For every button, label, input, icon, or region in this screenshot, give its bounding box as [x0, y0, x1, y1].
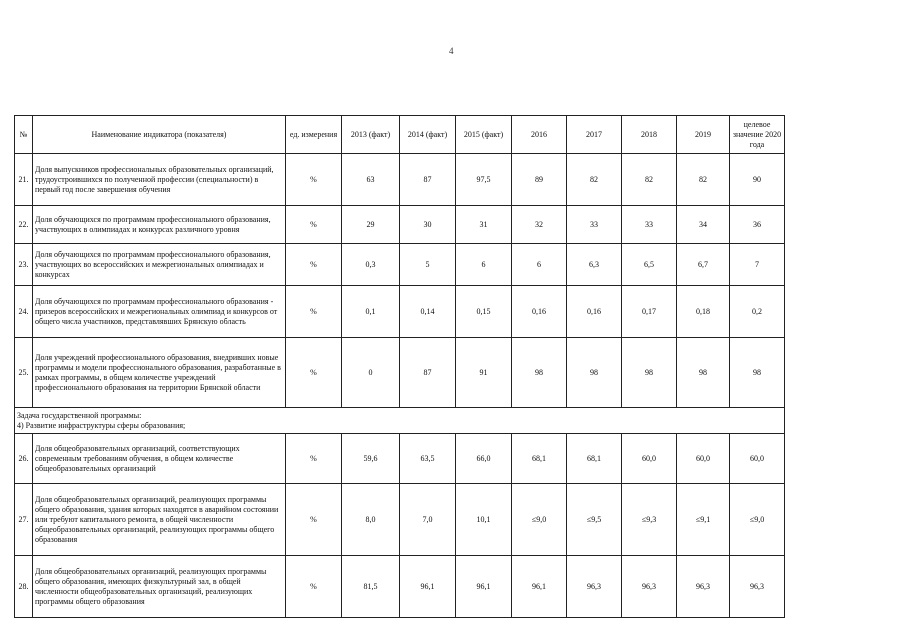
indicators-table [14, 115, 785, 618]
indicator-value: 96,1 [456, 556, 512, 618]
indicator-value: 87 [400, 154, 456, 206]
indicator-value: 60,0 [677, 434, 730, 484]
header-2013: 2013 (факт) [342, 116, 400, 154]
header-target: целевое значение 2020 года [730, 116, 785, 154]
table-row [15, 338, 785, 408]
indicator-value: 82 [622, 154, 677, 206]
indicator-value: ≤9,1 [677, 484, 730, 556]
table-row [15, 434, 785, 484]
indicator-value: 8,0 [342, 484, 400, 556]
indicator-value: 63 [342, 154, 400, 206]
indicator-value: ≤9,0 [730, 484, 785, 556]
indicator-unit: % [286, 206, 342, 244]
table-body-a [15, 154, 785, 408]
indicator-value: 96,1 [400, 556, 456, 618]
indicator-unit: % [286, 484, 342, 556]
indicator-value: 98 [677, 338, 730, 408]
indicator-value: 31 [456, 206, 512, 244]
indicator-unit: % [286, 434, 342, 484]
indicator-value: ≤9,5 [567, 484, 622, 556]
indicator-value: ≤9,0 [512, 484, 567, 556]
indicator-value: 0,16 [512, 286, 567, 338]
header-name: Наименование индикатора (показателя) [33, 116, 286, 154]
indicator-value: 7,0 [400, 484, 456, 556]
task-title: Задача государственной программы: [17, 410, 142, 420]
indicator-value: 97,5 [456, 154, 512, 206]
indicator-value: 6,7 [677, 244, 730, 286]
indicator-name: Доля обучающихся по программам профессионального образования, участвующих в олимпиадах и конкурсах различного уровня [33, 206, 286, 244]
indicator-value: 34 [677, 206, 730, 244]
indicator-value: 0,2 [730, 286, 785, 338]
indicator-value: 0,16 [567, 286, 622, 338]
header-2019: 2019 [677, 116, 730, 154]
indicator-value: 6,5 [622, 244, 677, 286]
task-section [15, 408, 785, 434]
indicator-value: 68,1 [512, 434, 567, 484]
header-2018: 2018 [622, 116, 677, 154]
header-2015: 2015 (факт) [456, 116, 512, 154]
indicator-unit: % [286, 154, 342, 206]
task-row [15, 408, 785, 434]
indicator-value: 0 [342, 338, 400, 408]
indicator-value: 33 [567, 206, 622, 244]
table-row [15, 244, 785, 286]
indicator-value: 6 [456, 244, 512, 286]
header-num: № [15, 116, 33, 154]
table-header-row [15, 116, 785, 154]
indicator-value: 0,1 [342, 286, 400, 338]
indicator-value: 5 [400, 244, 456, 286]
indicator-value: 98 [567, 338, 622, 408]
indicator-name: Доля общеобразовательных организаций, соответствующих современным требованиям обучения, в общем количестве общеобразовательных организаций [33, 434, 286, 484]
table-row [15, 556, 785, 618]
indicator-value: 98 [622, 338, 677, 408]
indicator-value: 36 [730, 206, 785, 244]
task-item: 4) Развитие инфраструктуры сферы образования; [17, 420, 186, 430]
indicator-value: 60,0 [622, 434, 677, 484]
indicator-value: 96,1 [512, 556, 567, 618]
task-cell [15, 408, 785, 434]
indicator-name: Доля общеобразовательных организаций, реализующих программы общего образования, здания которых находятся в аварийном состоянии или требуют капитального ремонта, в общей численности общеобразовательных организаций, реализующих программы общего образования [33, 484, 286, 556]
indicator-value: 81,5 [342, 556, 400, 618]
indicator-value: 6 [512, 244, 567, 286]
header-2014: 2014 (факт) [400, 116, 456, 154]
indicator-value: 0,3 [342, 244, 400, 286]
header-2017: 2017 [567, 116, 622, 154]
indicator-value: 68,1 [567, 434, 622, 484]
indicator-value: 0,14 [400, 286, 456, 338]
indicator-value: 0,15 [456, 286, 512, 338]
indicator-value: ≤9,3 [622, 484, 677, 556]
indicator-value: 7 [730, 244, 785, 286]
indicator-value: 82 [677, 154, 730, 206]
indicator-value: 0,17 [622, 286, 677, 338]
row-number: 22. [15, 206, 33, 244]
indicator-value: 96,3 [567, 556, 622, 618]
row-number: 28. [15, 556, 33, 618]
indicator-unit: % [286, 556, 342, 618]
row-number: 25. [15, 338, 33, 408]
row-number: 21. [15, 154, 33, 206]
indicator-name: Доля учреждений профессионального образования, внедривших новые программы и модели профессионального образования, разработанные в рамках программы, в общем количестве учреждений профессионального образования на территории Брянской области [33, 338, 286, 408]
indicator-name: Доля обучающихся по программам профессионального образования, участвующих во всероссийских и межрегиональных олимпиадах и конкурсах [33, 244, 286, 286]
table-row [15, 286, 785, 338]
row-number: 27. [15, 484, 33, 556]
indicator-unit: % [286, 338, 342, 408]
indicator-value: 82 [567, 154, 622, 206]
indicator-value: 66,0 [456, 434, 512, 484]
indicator-value: 96,3 [622, 556, 677, 618]
indicator-value: 6,3 [567, 244, 622, 286]
table-row [15, 206, 785, 244]
indicator-name: Доля выпускников профессиональных образовательных организаций, трудоустроившихся по полученной профессии (специальности) в первый год после завершения обучения [33, 154, 286, 206]
indicator-value: 30 [400, 206, 456, 244]
page-number: 4 [449, 46, 454, 56]
indicator-value: 98 [730, 338, 785, 408]
indicator-unit: % [286, 244, 342, 286]
table-body-b [15, 434, 785, 618]
indicator-name: Доля обучающихся по программам профессионального образования - призеров всероссийских и межрегиональных олимпиад и конкурсов от общего числа участников, представлявших Брянскую область [33, 286, 286, 338]
indicator-value: 91 [456, 338, 512, 408]
header-2016: 2016 [512, 116, 567, 154]
indicator-value: 60,0 [730, 434, 785, 484]
indicator-value: 59,6 [342, 434, 400, 484]
header-unit: ед. измерения [286, 116, 342, 154]
indicator-unit: % [286, 286, 342, 338]
indicator-value: 10,1 [456, 484, 512, 556]
indicator-value: 32 [512, 206, 567, 244]
table-row [15, 484, 785, 556]
indicator-name: Доля общеобразовательных организаций, реализующих программы общего образования, имеющих физкультурный зал, в общей численности общеобразовательных организаций, реализующих программы общего образования [33, 556, 286, 618]
indicator-value: 0,18 [677, 286, 730, 338]
indicator-value: 89 [512, 154, 567, 206]
table-row [15, 154, 785, 206]
indicator-value: 33 [622, 206, 677, 244]
indicator-value: 87 [400, 338, 456, 408]
indicator-value: 98 [512, 338, 567, 408]
indicator-value: 29 [342, 206, 400, 244]
row-number: 23. [15, 244, 33, 286]
indicator-value: 96,3 [677, 556, 730, 618]
row-number: 26. [15, 434, 33, 484]
indicator-value: 96,3 [730, 556, 785, 618]
indicator-value: 63,5 [400, 434, 456, 484]
row-number: 24. [15, 286, 33, 338]
indicator-value: 90 [730, 154, 785, 206]
